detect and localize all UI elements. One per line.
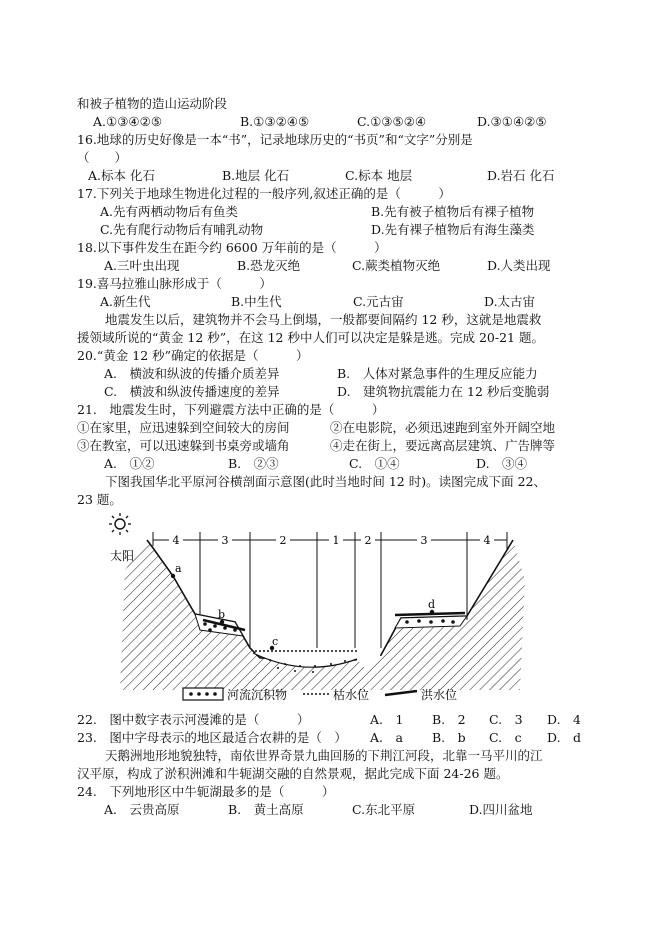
q16-option-a[interactable]: A.标本 化石 <box>88 168 155 183</box>
q20-stem: 20.“黄金 12 秒”确定的依据是（ ） <box>77 348 309 363</box>
q22-option-b[interactable]: B. 2 <box>432 712 466 727</box>
q23-option-b[interactable]: B. b <box>432 730 466 745</box>
q15-option-a[interactable]: A.①③④②⑤ <box>93 114 163 129</box>
q18-stem: 18.以下事件发生在距今约 6600 万年前的是（ ） <box>77 240 387 255</box>
passage3-line1: 天鹅洲地形地貌独特，南依世界奇景九曲回肠的下荆江河段，北靠一马平川的江 <box>105 748 543 763</box>
q19-option-a[interactable]: A.新生代 <box>100 294 151 309</box>
q18-option-c[interactable]: C.蕨类植物灭绝 <box>352 258 441 273</box>
legend-flood-water: 洪水位 <box>421 688 458 702</box>
q21-option-b[interactable]: B. ②③ <box>228 456 279 471</box>
q22-option-c[interactable]: C. 3 <box>489 712 523 727</box>
q22-option-d[interactable]: D. 4 <box>547 712 582 727</box>
width-label-2: 3 <box>221 534 229 547</box>
q15-option-c[interactable]: C.①③⑤②④ <box>357 114 427 129</box>
q21-option-c[interactable]: C. ①④ <box>349 456 400 471</box>
q24-option-b[interactable]: B. 黄土高原 <box>228 802 304 817</box>
q23-option-a[interactable]: A. a <box>370 730 403 745</box>
q19-stem: 19.喜马拉雅山脉形成于（ ） <box>77 276 272 291</box>
q16-stem: 16.地球的历史好像是一本“书”，记录地球历史的“书页”和“文字”分别是 <box>77 132 473 147</box>
river-valley-figure <box>95 510 535 720</box>
passage2-line1: 下图我国华北平原河谷横剖面示意图(此时当地时间 12 时)。读图完成下面 22、 <box>105 474 546 489</box>
q18-option-a[interactable]: A.三叶虫出现 <box>104 258 180 273</box>
sun-label: 太阳 <box>110 549 135 563</box>
passage1-line2: 援领域所说的“黄金 12 秒”，在这 12 秒中人们可以决定是躲是逃。完成 20-21 题。 <box>77 330 544 345</box>
point-b: b <box>218 608 226 621</box>
width-label-5: 2 <box>364 534 372 547</box>
q16-option-c[interactable]: C.标本 地层 <box>345 168 413 183</box>
q23-option-d[interactable]: D. d <box>547 730 582 745</box>
q21-item-4: ④走在街上，要远离高层建筑、广告牌等 <box>330 438 556 453</box>
q20-option-b[interactable]: B. 人体对紧急事件的生理反应能力 <box>337 366 538 381</box>
width-label-1: 4 <box>172 534 180 547</box>
q17-stem: 17.下列关于地球生物进化过程的一般序列,叙述正确的是（ ） <box>77 186 451 201</box>
passage2-line2: 23 题。 <box>77 492 122 507</box>
q19-option-c[interactable]: C.元古宙 <box>353 294 404 309</box>
sun-icon <box>109 513 131 535</box>
passage3-line2: 汉平原，构成了淤积洲滩和牛轭湖交融的自然景观，据此完成下面 24-26 题。 <box>77 766 509 781</box>
q21-stem: 21. 地震发生时，下列避震方法中正确的是（ ） <box>77 402 385 417</box>
q21-item-1: ①在家里，应迅速躲到空间较大的房间 <box>77 420 290 435</box>
q20-option-c[interactable]: C. 横波和纵波传播速度的差异 <box>104 384 280 399</box>
q24-option-c[interactable]: C.东北平原 <box>352 802 416 817</box>
q17-option-d[interactable]: D.先有裸子植物后有海生藻类 <box>371 222 535 237</box>
q21-option-d[interactable]: D. ③④ <box>476 456 528 471</box>
point-c: c <box>272 635 279 648</box>
point-d: d <box>428 598 436 611</box>
q22-option-a[interactable]: A. 1 <box>370 712 404 727</box>
q20-option-a[interactable]: A. 横波和纵波的传播介质差异 <box>104 366 280 381</box>
q24-stem: 24. 下列地形区中牛轭湖最多的是（ ） <box>77 784 335 799</box>
q23-stem: 23. 图中字母表示的地区最适合农耕的是（ ） <box>77 730 347 745</box>
legend-sediment: 河流沉积物 <box>227 688 288 702</box>
q21-option-a[interactable]: A. ①② <box>104 456 155 471</box>
q19-option-d[interactable]: D.太古宙 <box>484 294 536 309</box>
passage1-line1: 地震发生以后，建筑物并不会马上倒塌，一般都要间隔约 12 秒，这就是地震救 <box>105 312 542 327</box>
width-label-3: 2 <box>279 534 287 547</box>
q18-option-d[interactable]: D.人类出现 <box>487 258 551 273</box>
q20-option-d[interactable]: D. 建筑物抗震能力在 12 秒后变脆弱 <box>337 384 550 399</box>
intro-line: 和被子植物的造山运动阶段 <box>77 96 228 111</box>
q24-option-d[interactable]: D.四川盆地 <box>469 802 533 817</box>
width-label-6: 3 <box>420 534 428 547</box>
q21-item-2: ②在电影院，必须迅速跑到室外开阔空地 <box>330 420 556 435</box>
q22-stem: 22. 图中数字表示河漫滩的是（ ） <box>77 712 310 727</box>
q16-option-d[interactable]: D.岩石 化石 <box>487 168 555 183</box>
legend-low-water: 枯水位 <box>333 688 370 702</box>
q19-option-b[interactable]: B.中生代 <box>231 294 282 309</box>
q23-option-c[interactable]: C. c <box>489 730 522 745</box>
point-a: a <box>175 562 182 575</box>
q17-option-b[interactable]: B.先有被子植物后有裸子植物 <box>371 204 535 219</box>
q21-item-3: ③在教室，可以迅速躲到书桌旁或墙角 <box>77 438 290 453</box>
q17-option-c[interactable]: C.先有爬行动物后有哺乳动物 <box>100 222 264 237</box>
q24-option-a[interactable]: A. 云贵高原 <box>104 802 180 817</box>
q17-option-a[interactable]: A.先有两栖动物后有鱼类 <box>100 204 239 219</box>
q16-blank: （ ） <box>77 150 128 165</box>
width-label-4: 1 <box>332 534 340 547</box>
q15-option-b[interactable]: B.①③②④⑤ <box>240 114 310 129</box>
q16-option-b[interactable]: B.地层 化石 <box>222 168 290 183</box>
width-label-7: 4 <box>483 534 491 547</box>
q18-option-b[interactable]: B.恐龙灭绝 <box>237 258 301 273</box>
q15-option-d[interactable]: D.③①④②⑤ <box>477 114 547 129</box>
